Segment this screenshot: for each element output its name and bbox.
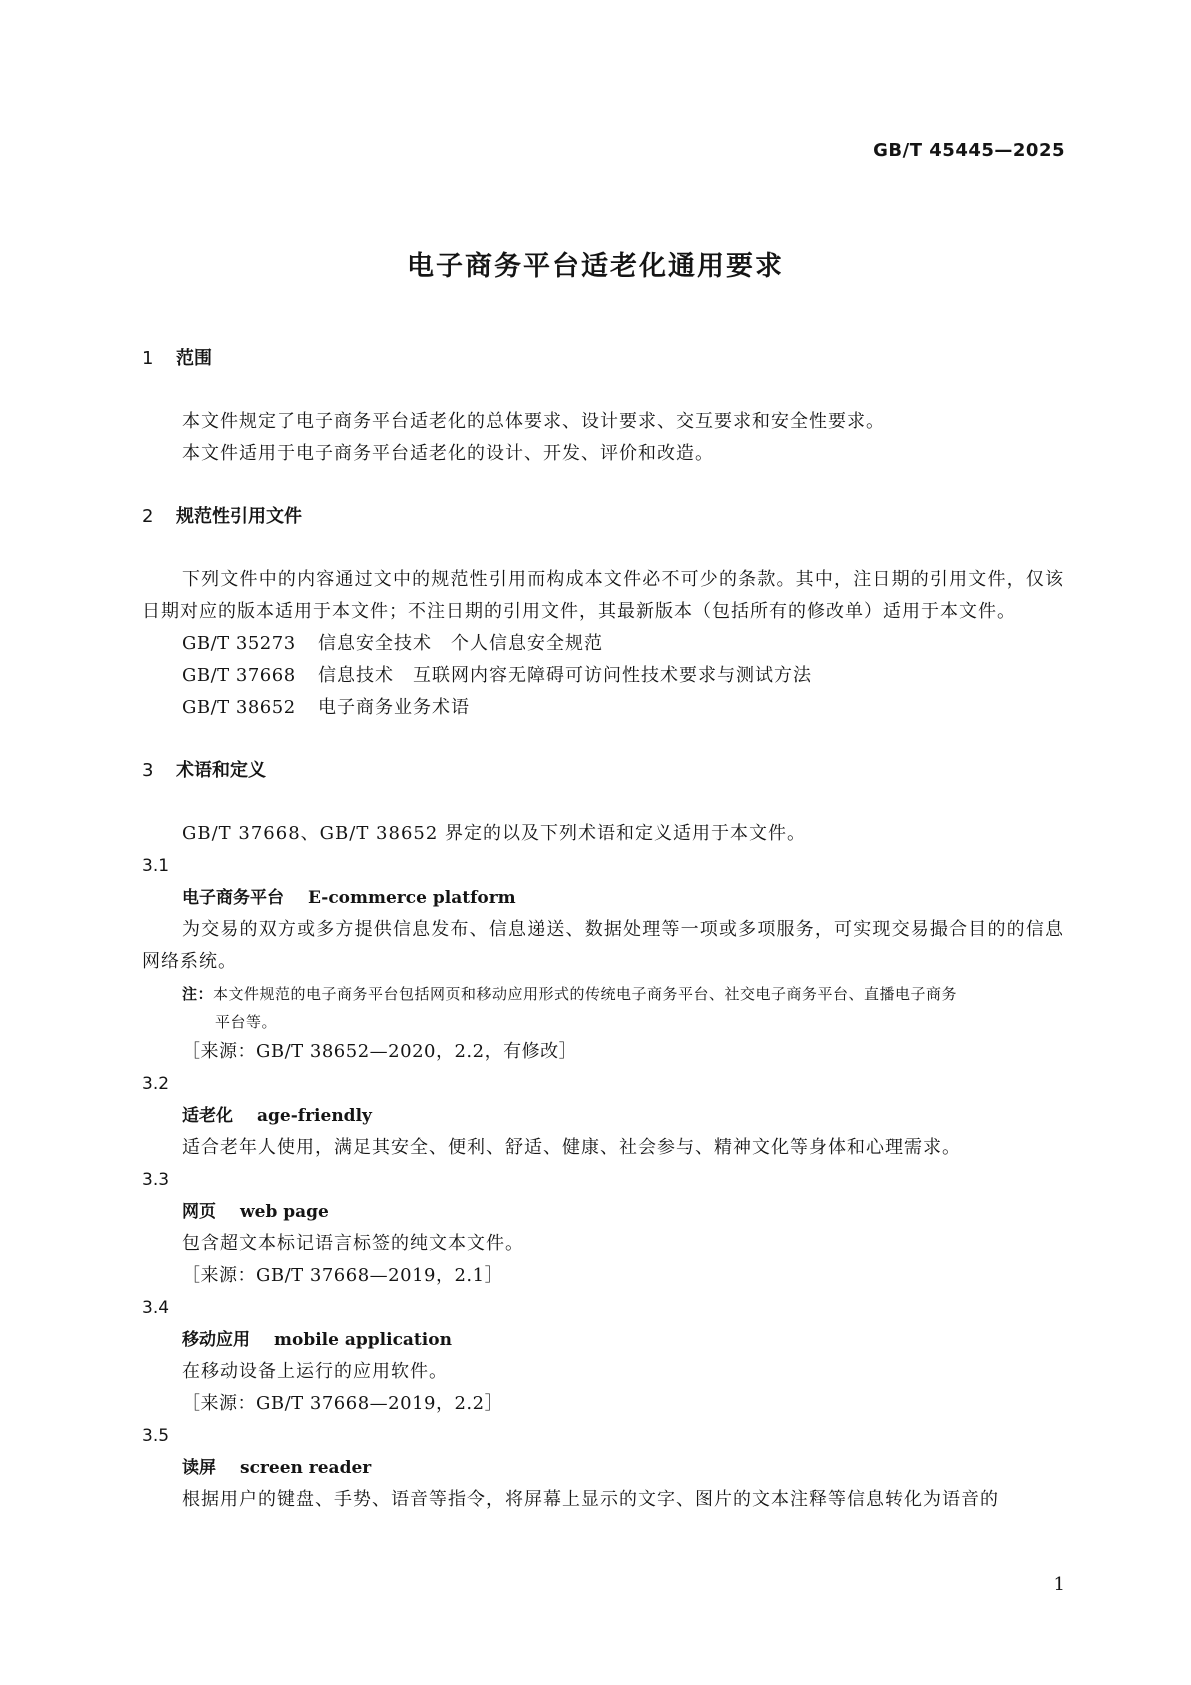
section-heading-terms	[142, 758, 1064, 784]
scope-paragraph: 本文件规定了电子商务平台适老化的总体要求、设计要求、交互要求和安全性要求。	[182, 411, 885, 432]
reference-code: GB/T 37668	[182, 665, 296, 686]
standard-number: GB/T 45445—2025	[873, 140, 1065, 161]
section-title: 术语和定义	[176, 760, 266, 781]
term-source: ［来源：GB/T 37668—2019，2.1］	[182, 1265, 504, 1286]
term-name	[142, 882, 1064, 914]
term-name-zh: 网页	[182, 1202, 216, 1222]
term-name	[142, 1100, 1064, 1132]
section-heading-normative-references	[142, 504, 1064, 530]
term-source: ［来源：GB/T 38652—2020，2.2，有修改］	[182, 1041, 578, 1062]
term-name-en: E-commerce platform	[308, 888, 516, 908]
normative-references-intro: 下列文件中的内容通过文中的规范性引用而构成本文件必不可少的条款。其中，注日期的引用文件，仅该日期对应的版本适用于本文件；不注日期的引用文件，其最新版本（包括所有的修改单）适用于本文件。	[142, 569, 1064, 622]
page-number: 1	[1053, 1574, 1065, 1595]
term-name-en: screen reader	[240, 1458, 372, 1478]
reference-title: 信息安全技术 个人信息安全规范	[318, 633, 603, 654]
section-number: 2	[142, 506, 154, 527]
section-heading-scope	[142, 346, 1064, 372]
term-number: 3.1	[142, 856, 170, 876]
term-name-zh: 电子商务平台	[182, 888, 284, 908]
term-definition: 包含超文本标记语言标签的纯文本文件。	[182, 1233, 524, 1254]
section-number: 1	[142, 348, 154, 369]
term-definition: 适合老年人使用，满足其安全、便利、舒适、健康、社会参与、精神文化等身体和心理需求。	[182, 1137, 961, 1158]
reference-item	[142, 692, 1064, 724]
term-number: 3.3	[142, 1170, 170, 1190]
term-definition: 为交易的双方或多方提供信息发布、信息递送、数据处理等一项或多项服务，可实现交易撮合目的的信息网络系统。	[142, 919, 1064, 972]
reference-code: GB/T 35273	[182, 633, 296, 654]
section-number: 3	[142, 760, 154, 781]
document-body	[142, 346, 1064, 1516]
reference-code: GB/T 38652	[182, 697, 296, 718]
term-name-en: age-friendly	[257, 1106, 372, 1126]
term-name	[142, 1196, 1064, 1228]
term-name	[142, 1324, 1064, 1356]
note-text-continued: 平台等。	[215, 1013, 278, 1031]
note-text: 本文件规范的电子商务平台包括网页和移动应用形式的传统电子商务平台、社交电子商务平台、直播电子商务	[213, 985, 958, 1003]
term-number: 3.5	[142, 1426, 170, 1446]
term-name-zh: 读屏	[182, 1458, 216, 1478]
term-number: 3.4	[142, 1298, 170, 1318]
term-name-zh: 移动应用	[182, 1330, 250, 1350]
note-label: 注：	[182, 985, 214, 1003]
term-name-en: web page	[240, 1202, 329, 1222]
term-note	[142, 980, 1064, 1036]
reference-item	[142, 628, 1064, 660]
document-title: 电子商务平台适老化通用要求	[407, 251, 784, 282]
reference-title: 电子商务业务术语	[318, 697, 470, 718]
reference-title: 信息技术 互联网内容无障碍可访问性技术要求与测试方法	[318, 665, 812, 686]
reference-item	[142, 660, 1064, 692]
term-name	[142, 1452, 1064, 1484]
section-title: 范围	[176, 348, 212, 369]
term-definition: 在移动设备上运行的应用软件。	[182, 1361, 448, 1382]
term-name-en: mobile application	[274, 1330, 452, 1350]
term-number: 3.2	[142, 1074, 170, 1094]
term-definition: 根据用户的键盘、手势、语音等指令，将屏幕上显示的文字、图片的文本注释等信息转化为语音的	[182, 1489, 999, 1510]
terms-intro: GB/T 37668、GB/T 38652 界定的以及下列术语和定义适用于本文件。	[182, 823, 807, 844]
section-title: 规范性引用文件	[176, 506, 302, 527]
scope-paragraph: 本文件适用于电子商务平台适老化的设计、开发、评价和改造。	[182, 443, 714, 464]
term-source: ［来源：GB/T 37668—2019，2.2］	[182, 1393, 504, 1414]
term-name-zh: 适老化	[182, 1106, 233, 1126]
